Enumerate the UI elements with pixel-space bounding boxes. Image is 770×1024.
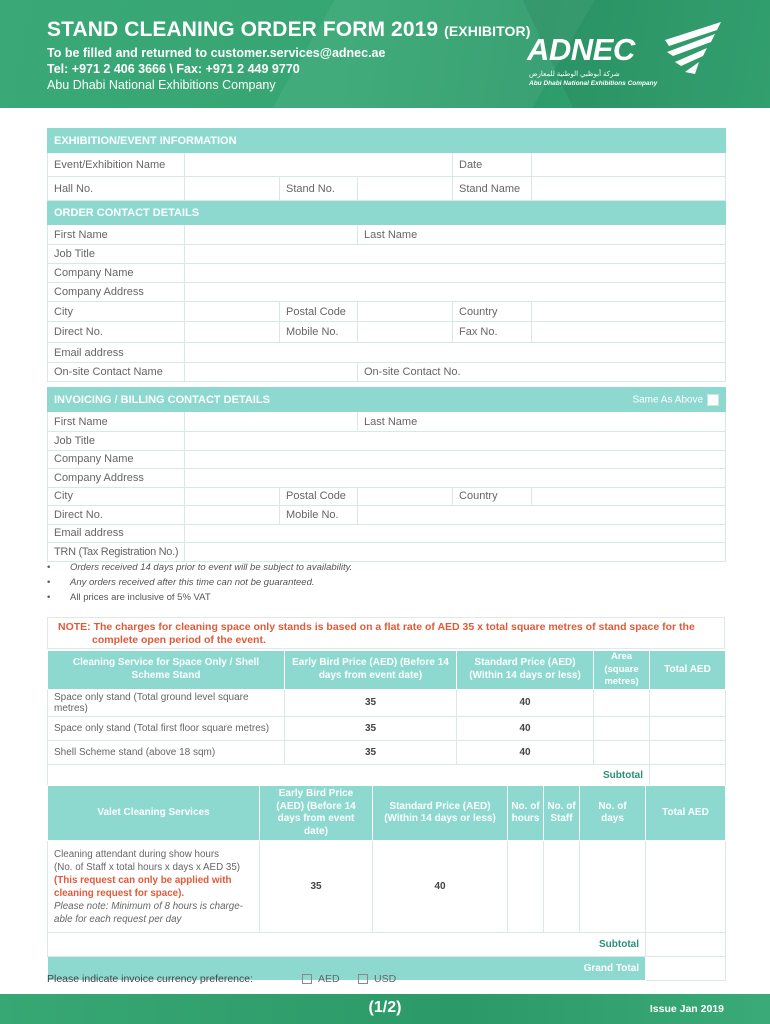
onsite-name-field[interactable] <box>185 363 358 382</box>
logo-wordmark: ADNEC <box>527 32 635 67</box>
order-notes-list <box>47 562 352 607</box>
postal-code-label: Postal Code <box>280 302 358 322</box>
early-price: 35 <box>285 689 457 716</box>
valet-header-total: Total AED <box>646 786 726 841</box>
stand-no-field[interactable] <box>358 177 453 201</box>
valet-desc-warning: (This request can only be applied with cleaning request for space). <box>54 874 232 899</box>
city-label: City <box>48 302 185 322</box>
valet-subtotal-field[interactable] <box>646 933 726 957</box>
job-title-label: Job Title <box>48 245 185 264</box>
billing-company-address-label: Company Address <box>48 469 185 488</box>
last-name-label: Last Name <box>364 228 418 241</box>
billing-country-label: Country <box>453 487 532 506</box>
email-field[interactable] <box>185 343 726 363</box>
onsite-no-label: On-site Contact No. <box>364 366 461 378</box>
country-label: Country <box>453 302 532 322</box>
valet-standard-price: 40 <box>373 841 508 933</box>
company-name-label: Company Name <box>48 264 185 283</box>
valet-header-service: Valet Cleaning Services <box>48 786 260 841</box>
note-item: • Any orders received after this time can not be guaranteed. <box>47 577 352 592</box>
job-title-field[interactable] <box>185 245 726 264</box>
billing-mobile-no-label: Mobile No. <box>280 506 358 525</box>
event-name-field[interactable] <box>185 153 453 177</box>
cleaning-subtotal-label: Subtotal <box>48 764 650 786</box>
exhibition-section-heading: EXHIBITION/EVENT INFORMATION <box>48 129 726 153</box>
aed-label: AED <box>318 973 340 985</box>
issue-date: Issue Jan 2019 <box>649 1003 724 1015</box>
trn-label: TRN (Tax Registration No.) <box>48 543 185 562</box>
fax-no-field[interactable] <box>532 322 726 343</box>
standard-price: 40 <box>457 740 594 764</box>
currency-option-usd[interactable] <box>358 973 396 985</box>
cleaning-subtotal-field[interactable] <box>650 764 726 786</box>
grand-total-label: Grand Total <box>48 957 646 981</box>
company-address-field[interactable] <box>185 283 726 302</box>
area-input[interactable] <box>594 716 650 740</box>
company-name-field[interactable] <box>185 264 726 283</box>
note-item: • All prices are inclusive of 5% VAT <box>47 592 352 607</box>
valet-header-standard: Standard Price (AED) (Within 14 days or less) <box>373 786 508 841</box>
row-label: Shell Scheme stand (above 18 sqm) <box>48 740 285 764</box>
stand-name-field[interactable] <box>532 177 726 201</box>
first-name-field[interactable] <box>185 225 358 245</box>
valet-subtotal-label: Subtotal <box>48 933 646 957</box>
standard-price: 40 <box>457 716 594 740</box>
header-banner <box>0 0 770 108</box>
billing-email-field[interactable] <box>185 524 726 543</box>
valet-header-days: No. of days <box>580 786 646 841</box>
stand-name-label: Stand Name <box>453 177 532 201</box>
valet-total-input[interactable] <box>646 841 726 933</box>
order-contact-section-heading: ORDER CONTACT DETAILS <box>48 201 726 225</box>
billing-company-name-field[interactable] <box>185 450 726 469</box>
valet-row-description <box>48 841 260 933</box>
pricing-note-line1: NOTE: The charges for cleaning space only stands is based on a flat rate of AED 35 x total square metres of stand space for the <box>58 621 695 633</box>
billing-first-name-field[interactable] <box>185 412 358 432</box>
valet-header-hours: No. of hours <box>508 786 544 841</box>
mobile-no-label: Mobile No. <box>280 322 358 343</box>
billing-country-field[interactable] <box>532 487 726 506</box>
mobile-no-field[interactable] <box>358 322 453 343</box>
valet-desc-minimum: Please note: Minimum of 8 hours is charge-able for each request per day <box>54 900 243 925</box>
first-name-label: First Name <box>48 225 185 245</box>
billing-first-name-label: First Name <box>48 412 185 432</box>
page-number: (1/2) <box>368 999 402 1016</box>
billing-last-name-field[interactable] <box>358 412 726 432</box>
valet-cleaning-table <box>47 785 726 981</box>
phone-fax-line: Tel: +971 2 406 3666 \ Fax: +971 2 449 9770 <box>47 62 300 76</box>
email-label: Email address <box>48 343 185 363</box>
billing-direct-no-field[interactable] <box>185 506 280 525</box>
row-label: Space only stand (Total first floor square metres) <box>48 716 285 740</box>
same-as-above-option[interactable] <box>453 388 726 412</box>
invoicing-section-heading: INVOICING / BILLING CONTACT DETAILS <box>48 388 453 412</box>
billing-email-label: Email address <box>48 524 185 543</box>
onsite-name-label: On-site Contact Name <box>48 363 185 382</box>
logo-swoosh-icon <box>655 20 725 80</box>
billing-company-name-label: Company Name <box>48 450 185 469</box>
aed-checkbox[interactable] <box>302 974 312 984</box>
valet-hours-input[interactable] <box>508 841 544 933</box>
billing-city-field[interactable] <box>185 487 280 506</box>
currency-preference <box>47 973 397 985</box>
return-email-line: To be filled and returned to customer.services@adnec.ae <box>47 46 386 60</box>
valet-staff-input[interactable] <box>544 841 580 933</box>
cleaning-service-table <box>47 650 726 787</box>
direct-no-label: Direct No. <box>48 322 185 343</box>
billing-direct-no-label: Direct No. <box>48 506 185 525</box>
total-input[interactable] <box>650 716 726 740</box>
company-name-line: Abu Dhabi National Exhibitions Company <box>47 78 276 92</box>
valet-early-price: 35 <box>260 841 373 933</box>
country-field[interactable] <box>532 302 726 322</box>
hall-no-label: Hall No. <box>48 177 185 201</box>
direct-no-field[interactable] <box>185 322 280 343</box>
adnec-logo <box>527 20 727 90</box>
date-label: Date <box>453 153 532 177</box>
postal-code-field[interactable] <box>358 302 453 322</box>
row-label: Space only stand (Total ground level square metres) <box>48 689 285 716</box>
footer-bar <box>0 994 770 1024</box>
billing-mobile-no-field[interactable] <box>358 506 726 525</box>
stand-no-label: Stand No. <box>280 177 358 201</box>
invoicing-table <box>47 387 726 562</box>
valet-header-early-bird: Early Bird Price (AED) (Before 14 days from event date) <box>260 786 373 841</box>
pricing-note-box <box>47 617 725 649</box>
hall-no-field[interactable] <box>185 177 280 201</box>
early-price: 35 <box>285 716 457 740</box>
col-header-standard: Standard Price (AED) (Within 14 days or less) <box>457 651 594 690</box>
billing-postal-code-field[interactable] <box>358 487 453 506</box>
total-input[interactable] <box>650 740 726 764</box>
col-header-area: Area (square metres) <box>594 651 650 690</box>
billing-job-title-field[interactable] <box>185 432 726 451</box>
currency-label: Please indicate invoice currency preference: <box>47 973 254 985</box>
billing-city-label: City <box>48 487 185 506</box>
logo-arabic: شركة أبوظبي الوطنية للمعارض <box>529 71 620 78</box>
standard-price: 40 <box>457 689 594 716</box>
col-header-total: Total AED <box>650 651 726 690</box>
area-input[interactable] <box>594 689 650 716</box>
grand-total-field[interactable] <box>646 957 726 981</box>
form-title <box>47 18 531 42</box>
exhibition-order-table <box>47 128 726 382</box>
valet-desc-line: Cleaning attendant during show hours <box>54 848 220 860</box>
billing-postal-code-label: Postal Code <box>280 487 358 506</box>
valet-days-input[interactable] <box>580 841 646 933</box>
area-input[interactable] <box>594 740 650 764</box>
same-as-above-label: Same As Above <box>632 394 704 406</box>
event-name-label: Event/Exhibition Name <box>48 153 185 177</box>
logo-company: Abu Dhabi National Exhibitions Company <box>529 80 658 87</box>
col-header-service: Cleaning Service for Space Only / Shell Scheme Stand <box>48 651 285 690</box>
valet-header-staff: No. of Staff <box>544 786 580 841</box>
company-address-label: Company Address <box>48 283 185 302</box>
fax-no-label: Fax No. <box>453 322 532 343</box>
pricing-note-line2: complete open period of the event. <box>92 634 266 646</box>
billing-last-name-label: Last Name <box>364 415 418 428</box>
billing-company-address-field[interactable] <box>185 469 726 488</box>
onsite-no-field[interactable] <box>358 363 726 382</box>
usd-checkbox[interactable] <box>358 974 368 984</box>
same-as-above-checkbox[interactable] <box>707 394 719 406</box>
form-title-text: STAND CLEANING ORDER FORM 2019 <box>47 18 439 41</box>
billing-job-title-label: Job Title <box>48 432 185 451</box>
city-field[interactable] <box>185 302 280 322</box>
valet-desc-formula: (No. of Staff x total hours x days x AED 35) <box>54 861 241 873</box>
date-field[interactable] <box>532 153 726 177</box>
trn-field[interactable] <box>185 543 726 562</box>
form-title-suffix: (EXHIBITOR) <box>444 23 531 39</box>
last-name-field[interactable] <box>358 225 726 245</box>
col-header-early-bird: Early Bird Price (AED) (Before 14 days from event date) <box>285 651 457 690</box>
total-input[interactable] <box>650 689 726 716</box>
currency-option-aed[interactable] <box>302 973 340 985</box>
note-item: • Orders received 14 days prior to event will be subject to availability. <box>47 562 352 577</box>
usd-label: USD <box>374 973 397 985</box>
early-price: 35 <box>285 740 457 764</box>
